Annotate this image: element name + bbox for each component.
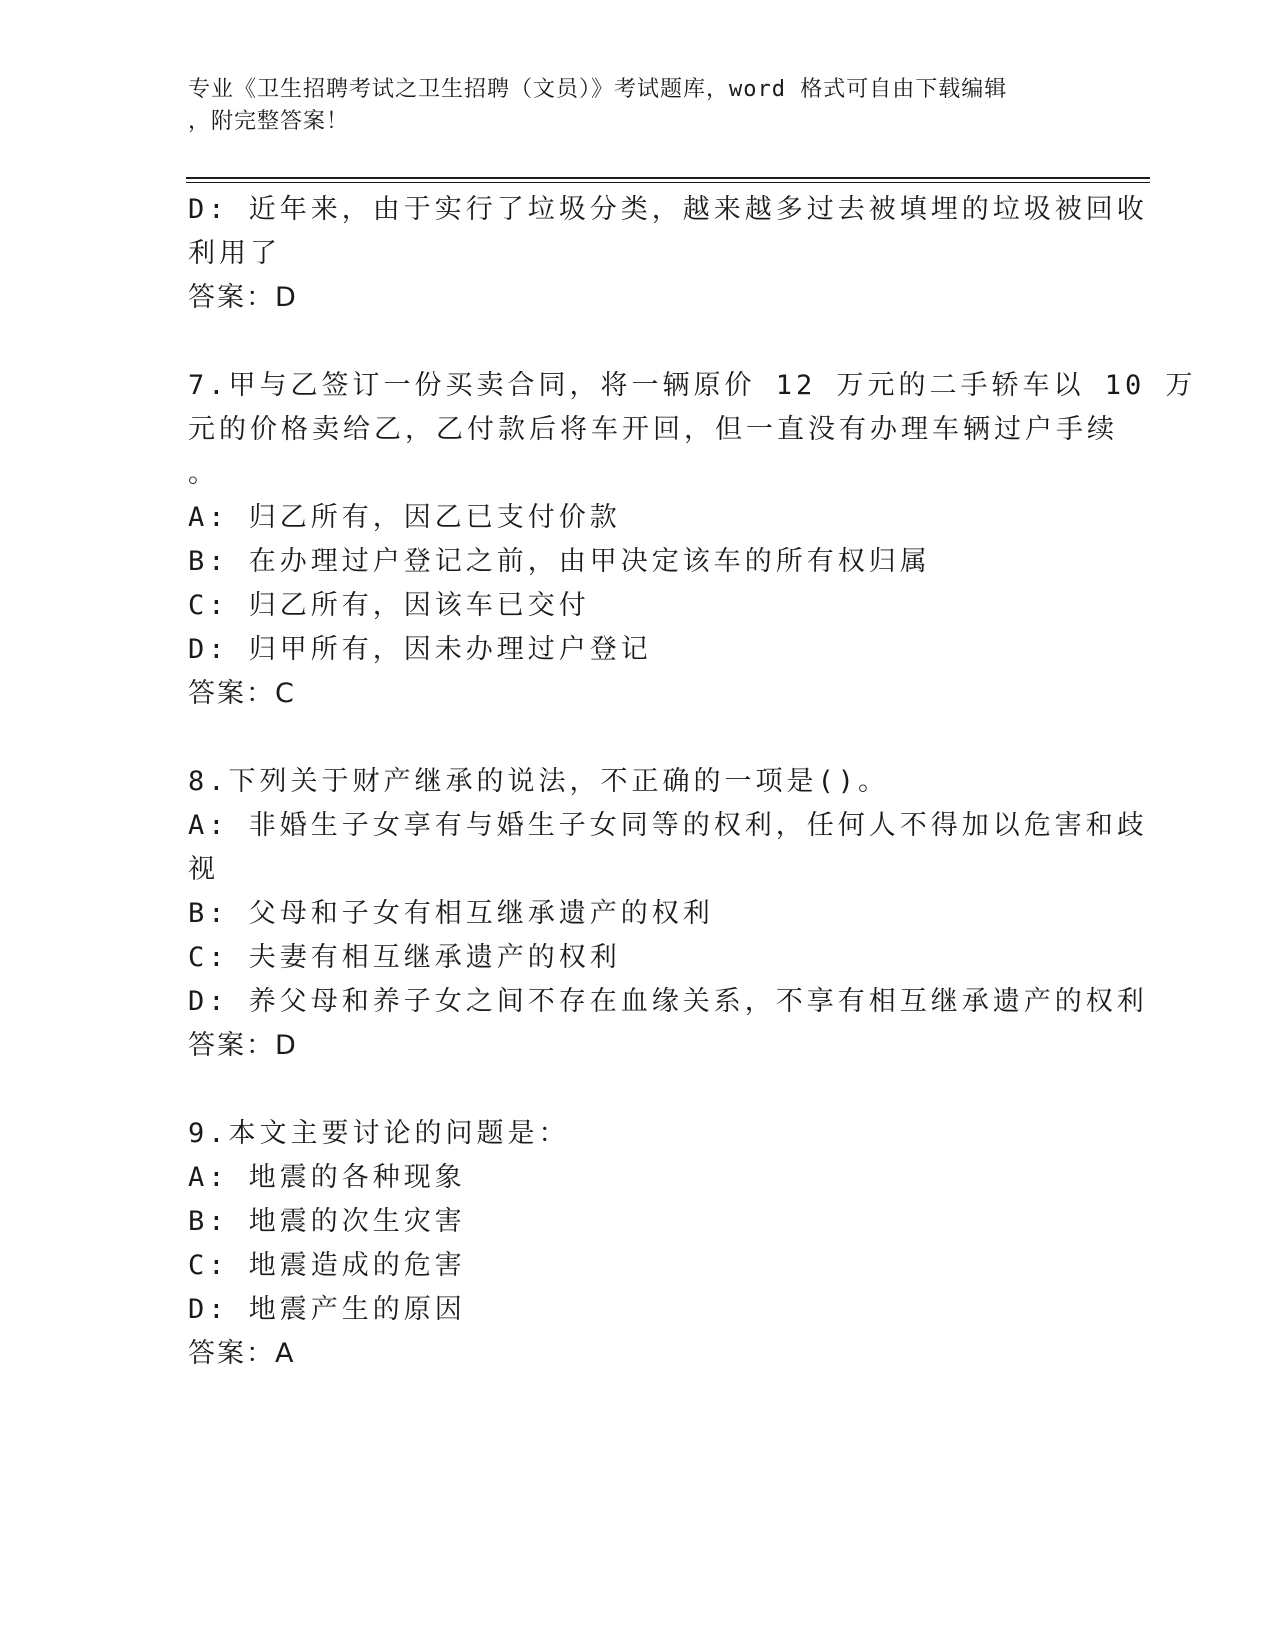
- option-c: C: 归乙所有，因该车已交付: [188, 590, 590, 621]
- option-c: C: 夫妻有相互继承遗产的权利: [188, 942, 621, 973]
- option-b: B: 父母和子女有相互继承遗产的权利: [188, 898, 714, 929]
- answer: 答案：A: [188, 1338, 296, 1369]
- question-stem: 9.本文主要讨论的问题是：: [188, 1118, 570, 1149]
- option-d: D: 归甲所有，因未办理过户登记: [188, 634, 652, 665]
- header-divider-thick: [186, 177, 1150, 179]
- option-a: A: 地震的各种现象: [188, 1162, 466, 1193]
- answer: 答案：C: [188, 678, 296, 709]
- question-stem: 7.甲与乙签订一份买卖合同，将一辆原价 12 万元的二手轿车以 10 万: [188, 370, 1197, 401]
- question-stem: 。: [188, 458, 219, 489]
- answer: 答案：D: [188, 282, 298, 313]
- option-a: A: 非婚生子女享有与婚生子女同等的权利，任何人不得加以危害和歧: [188, 810, 1148, 841]
- document-body: [188, 188, 1197, 1376]
- document-header: [188, 74, 1068, 138]
- header-line-1: 专业《卫生招聘考试之卫生招聘（文员）》考试题库，word 格式可自由下载编辑: [188, 77, 1008, 102]
- header-divider-thin: [186, 182, 1150, 183]
- question-7: [188, 364, 1197, 716]
- option-a: A: 归乙所有，因乙已支付价款: [188, 502, 621, 533]
- prev-question-tail: [188, 188, 1148, 320]
- question-stem: 元的价格卖给乙，乙付款后将车开回，但一直没有办理车辆过户手续: [188, 414, 1118, 445]
- option-d: D: 地震产生的原因: [188, 1294, 466, 1325]
- option-d: D: 养父母和养子女之间不存在血缘关系，不享有相互继承遗产的权利: [188, 986, 1148, 1017]
- option-a-continued: 视: [188, 854, 219, 885]
- option-b: B: 在办理过户登记之前，由甲决定该车的所有权归属: [188, 546, 931, 577]
- question-stem: 8.下列关于财产继承的说法，不正确的一项是()。: [188, 766, 890, 797]
- question-8: [188, 760, 1148, 1068]
- question-9: [188, 1112, 1088, 1376]
- option-d: D: 近年来，由于实行了垃圾分类，越来越多过去被填埋的垃圾被回收: [188, 194, 1148, 225]
- option-b: B: 地震的次生灾害: [188, 1206, 466, 1237]
- option-d-continued: 利用了: [188, 238, 281, 269]
- header-line-2: ，附完整答案！: [188, 109, 350, 134]
- answer: 答案：D: [188, 1030, 298, 1061]
- option-c: C: 地震造成的危害: [188, 1250, 466, 1281]
